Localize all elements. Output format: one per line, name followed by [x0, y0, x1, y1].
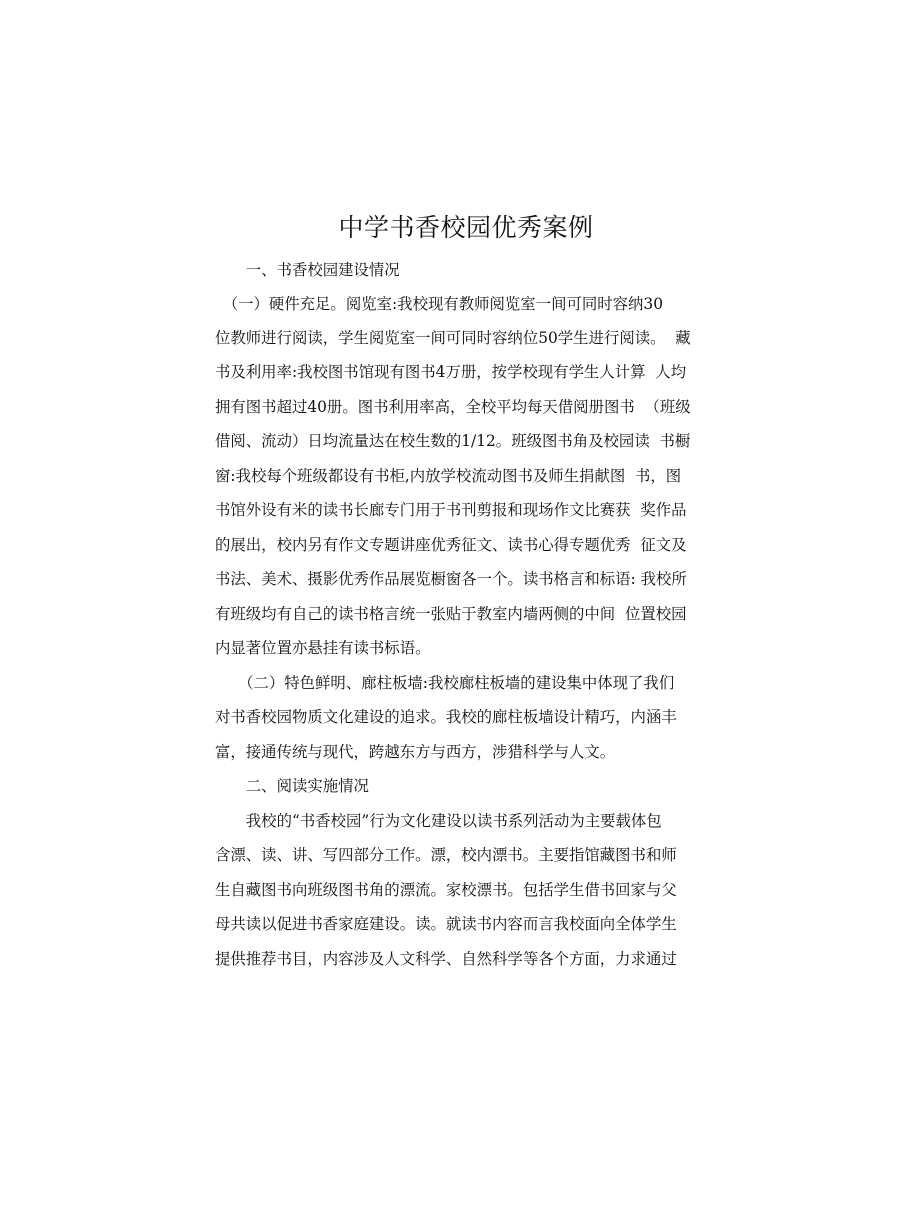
section-heading: 一、书香校园建设情况 — [215, 261, 400, 279]
paragraph-line: 位教师进行阅读，学生阅览室一间可同时容纳位50学生进行阅读。 藏 — [215, 329, 691, 347]
paragraph-line: 书法、美术、摄影优秀作品展览橱窗各一个。读书格言和标语: 我校所 — [215, 570, 687, 588]
paragraph-line: 内显著位置亦悬挂有读书标语。 — [215, 639, 431, 657]
paragraph-line: 书馆外设有米的读书长廊专门用于书刊剪报和现场作文比赛获 奖作品 — [215, 501, 687, 519]
paragraph-line: 提供推荐书目，内容涉及人文科学、自然科学等各个方面，力求通过 — [215, 950, 677, 968]
paragraph-line: 拥有图书超过40册。图书利用率高，全校平均每天借阅册图书 （班级 — [215, 398, 691, 416]
paragraph-line: 母共读以促进书香家庭建设。读。就读书内容而言我校面向全体学生 — [215, 915, 677, 933]
paragraph-line: 对书香校园物质文化建设的追求。我校的廊柱板墙设计精巧，内涵丰 — [215, 708, 677, 726]
paragraph-line: 富，接通传统与现代，跨越东方与西方，涉猎科学与人文。 — [215, 743, 616, 761]
paragraph-line: 我校的“书香校园”行为文化建设以读书系列活动为主要载体包 — [215, 812, 662, 830]
paragraph-line: （二）特色鲜明、廊柱板墙:我校廊柱板墙的建设集中体现了我们 — [215, 674, 675, 692]
paragraph-line: 借阅、流动）日均流量达在校生数的1/12。班级图书角及校园读 书橱 — [215, 432, 691, 450]
paragraph-line: 生自藏图书向班级图书角的漂流。家校漂书。包括学生借书回家与父 — [215, 881, 677, 899]
paragraph-line: 书及利用率:我校图书馆现有图书4万册，按学校现有学生人计算 人均 — [215, 363, 687, 381]
section-heading: 二、阅读实施情况 — [215, 777, 369, 795]
paragraph-line: 含漂、读、讲、写四部分工作。漂，校内漂书。主要指馆藏图书和师 — [215, 846, 677, 864]
paragraph-line: （一）硬件充足。阅览室:我校现有教师阅览室一间可同时容纳30 — [215, 295, 664, 313]
paragraph-line: 的展出，校内另有作文专题讲座优秀征文、读书心得专题优秀 征文及 — [215, 536, 687, 554]
paragraph-line: 窗:我校每个班级都设有书柜,内放学校流动图书及师生捐献图 书，图 — [215, 467, 682, 485]
paragraph-line: 有班级均有自己的读书格言统一张贴于教室内墙两侧的中间 位置校园 — [215, 605, 687, 623]
document-title: 中学书香校园优秀案例 — [338, 213, 594, 242]
